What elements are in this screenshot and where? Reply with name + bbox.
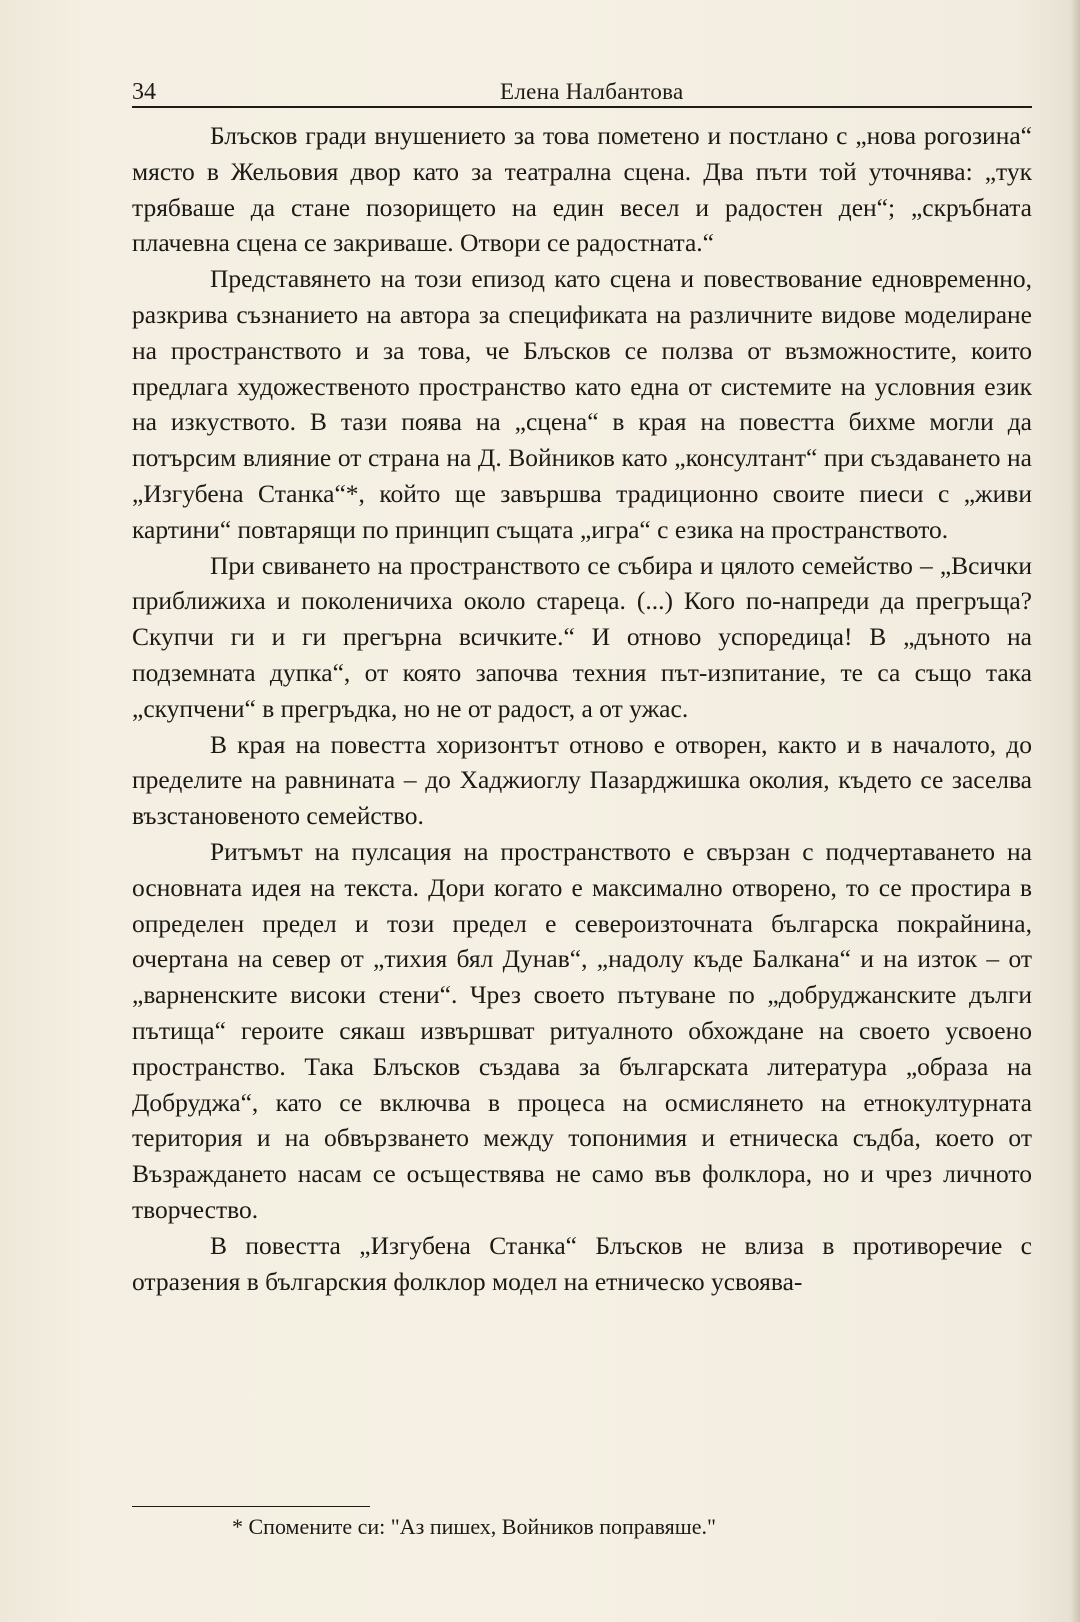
header-rule	[132, 106, 1032, 108]
running-title: Елена Налбантова	[500, 79, 684, 104]
paragraph-1: Блъсков гради внушението за това пометено и постлано с „нова рогозина“ място в Жельовия двор като за театрална сцена. Два пъти той уточнява: „тук трябваше да стане позорището на един весел и радостен ден“; „скръбната плачевна сцена се закриваше. Отвори се радостната.“	[132, 121, 1032, 258]
paragraph-5: Ритъмът на пулсация на пространството е свързан с подчертаването на основната идея на текста. Дори когато е максимално отворено, то се простира в определен предел и този предел е североизточната българска покрайнина, очертана на север от „тихия бял Дунав“, „надолу къде Балкана“ и на изток – от „варненските високи стени“. Чрез своето пътуване по „добруджанските дълги пътища“ героите сякаш извършват ритуалното обхождане на своето усвоено пространство. Така Блъсков създава за българската литература „образа на Добруджа“, като се включва в процеса на осмислянето на етнокултурната територия и на обвързването между топонимия и етническа съдба, което от Възраждането насам се осъществява не само във фолклора, но и чрез личното творчество.	[132, 836, 1032, 1224]
footnote-rule	[132, 1506, 370, 1507]
running-header	[132, 78, 1032, 108]
body-text	[132, 118, 1032, 1299]
page-number: 34	[132, 79, 156, 105]
paragraph-6: В повестта „Изгубена Станка“ Блъсков не влиза в противоречие с отразения в българския фолклор модел на етническо усвоява-	[132, 1230, 1032, 1296]
paragraph-4: В края на повестта хоризонтът отново е отворен, както и в началото, до пределите на равнината – до Хаджиоглу Пазарджишка околия, където се заселва възстановеното семейство.	[132, 729, 1032, 831]
footnote: * Спомените си: "Аз пишех, Войников поправяше."	[232, 1514, 716, 1539]
page-edge-shadow	[1070, 0, 1080, 1622]
paragraph-3: При свиването на пространството се събира и цялото семейство – „Всички приближиха и поколеничиха около стареца. (...) Кого по-напреди да прегръща? Скупчи ги и ги прегърна всичките.“ И отново успоредица! В „дъното на подземната дупка“, от която започва техния път-изпитание, те са също така „скупчени“ в прегръдка, но не от радост, а от ужас.	[132, 550, 1032, 723]
paragraph-2: Представянето на този епизод като сцена и повествование едновременно, разкрива съзнанието на автора за спецификата на различните видове моделиране на пространството и за това, че Блъсков се ползва от възможностите, които предлага художественото пространство като една от системите на условния език на изкуството. В тази поява на „сцена“ в края на повестта бихме могли да потърсим влияние от страна на Д. Войников като „консултант“ при създаването на „Изгубена Станка“*, който ще завършва традиционно своите пиеси с „живи картини“ повтарящи по принцип същата „игра“ с езика на пространството.	[132, 264, 1032, 544]
